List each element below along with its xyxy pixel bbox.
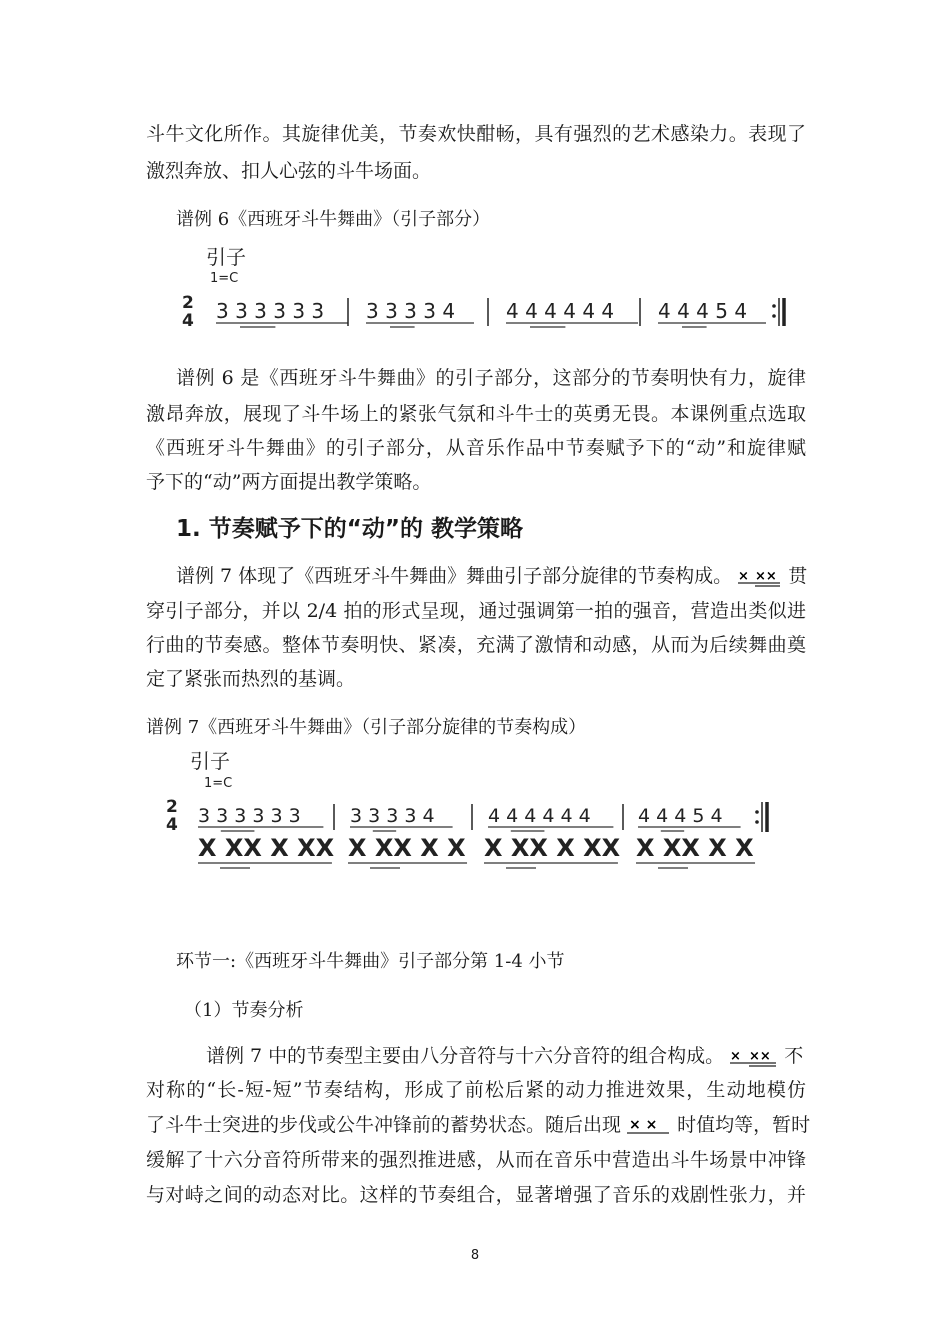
measure-notes: 3 3 3 3 4 [366, 299, 456, 323]
repeat-dot [755, 820, 759, 824]
svg-text:××: ×× [755, 569, 778, 584]
paragraph-line: 定了紧张而热烈的基调。 [146, 668, 356, 690]
paragraph-line: 激烈奔放、扣人心弦的斗牛场面。 [146, 160, 432, 182]
paragraph-text: 时值均等，暂时 [677, 1114, 811, 1136]
time-signature-top: 2 [166, 797, 178, 817]
measure-notes: 4 4 4 5 4 [638, 805, 723, 827]
repeat-dot [772, 314, 776, 318]
paragraph-line: 激昂奔放，展现了斗牛场上的紧张气氛和斗牛士的英勇无畏。本课例重点选取 [146, 403, 806, 425]
svg-text:× ×: × × [629, 1117, 658, 1133]
paragraph-text: 谱例 7 中的节奏型主要由八分音符与十六分音符的组合构成。 [206, 1045, 725, 1067]
paragraph-line: 与对峙之间的动态对比。这样的节奏组合，显著增强了音乐的戏剧性张力，并 [146, 1184, 806, 1206]
repeat-dot [772, 304, 776, 308]
paragraph-text: 谱例 7 体现了《西班牙斗牛舞曲》舞曲引子部分旋律的节奏构成。 [176, 565, 733, 587]
measure-notes: 3 3 3 3 3 3 [216, 299, 325, 323]
subsection-title: （1）节奏分析 [184, 1000, 304, 1021]
measure-notes: 3 3 3 3 3 3 [198, 805, 301, 827]
paragraph-line [176, 560, 806, 592]
paragraph-text: 贯 [788, 565, 808, 587]
measure-notes: 4 4 4 4 4 4 [506, 299, 615, 323]
paragraph-line: 行曲的节奏感。整体节奏明快、紧凑，充满了激情和动感，从而为后续舞曲奠 [146, 634, 806, 656]
svg-text:×: × [730, 1049, 742, 1064]
page-number: 8 [470, 1248, 480, 1263]
paragraph-line: 缓解了十六分音符所带来的强烈推进感，从而在音乐中营造出斗牛场景中冲锋 [146, 1149, 806, 1171]
measure-notes: 4 4 4 4 4 4 [488, 805, 591, 827]
paragraph-line [146, 1109, 811, 1141]
paragraph-line: 《西班牙斗牛舞曲》的引子部分，从音乐作品中节奏赋予下的“动”和旋律赋 [146, 437, 806, 459]
rhythm-notes: X XX X X [348, 834, 466, 862]
rhythm-pattern-icon [627, 1116, 671, 1136]
section-label: 引子 [206, 245, 246, 269]
rhythm-notes: X XX X XX [198, 834, 335, 862]
example7-score [162, 746, 782, 876]
paragraph-line: 对称的“长-短-短”节奏结构，形成了前松后紧的动力推进效果，生动地模仿 [146, 1079, 806, 1101]
example6-score [170, 242, 790, 337]
svg-text:××: ×× [749, 1049, 772, 1064]
time-signature-top: 2 [182, 293, 194, 313]
svg-text:×: × [738, 569, 750, 584]
time-signature-bottom: 4 [166, 815, 178, 835]
example6-caption: 谱例 6《西班牙斗牛舞曲》（引子部分） [176, 209, 491, 230]
repeat-dot [755, 810, 759, 814]
rhythm-notes: X XX X X [636, 834, 754, 862]
paragraph-text: 了斗牛士突进的步伐或公牛冲锋前的蓄势状态。随后出现 [146, 1114, 622, 1136]
paragraph-text: 不 [784, 1045, 804, 1067]
rhythm-pattern-icon [730, 1047, 778, 1067]
paragraph-line: 斗牛文化所作。其旋律优美，节奏欢快酣畅，具有强烈的艺术感染力。表现了 [146, 123, 806, 145]
key-signature: 1=C [210, 271, 239, 286]
time-signature-bottom: 4 [182, 311, 194, 331]
section-step-title: 环节一:《西班牙斗牛舞曲》引子部分第 1-4 小节 [176, 951, 565, 972]
example7-caption: 谱例 7《西班牙斗牛舞曲》（引子部分旋律的节奏构成） [146, 717, 587, 738]
rhythm-pattern-icon [738, 567, 782, 587]
section-heading: 1. 节奏赋予下的“动”的 教学策略 [176, 516, 523, 542]
paragraph-line: 予下的“动”两方面提出教学策略。 [146, 471, 432, 493]
section-label: 引子 [190, 749, 230, 773]
measure-notes: 4 4 4 5 4 [658, 299, 748, 323]
rhythm-notes: X XX X XX [484, 834, 621, 862]
measure-notes: 3 3 3 3 4 [350, 805, 435, 827]
paragraph-line [206, 1040, 806, 1072]
paragraph-line: 穿引子部分，并以 2/4 拍的形式呈现，通过强调第一拍的强音，营造出类似进 [146, 600, 806, 622]
key-signature: 1=C [204, 776, 233, 791]
paragraph-line: 谱例 6 是《西班牙斗牛舞曲》的引子部分，这部分的节奏明快有力，旋律 [176, 367, 806, 389]
